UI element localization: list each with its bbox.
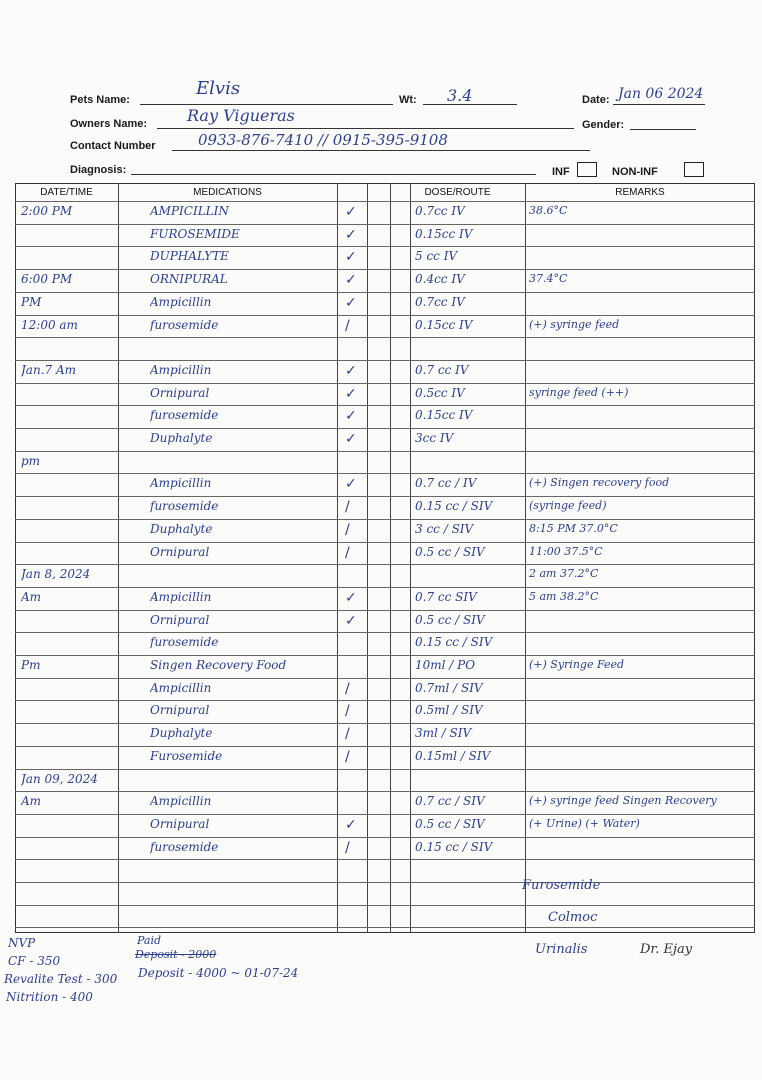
row-check: / [345, 680, 350, 697]
row-dose: 0.15cc IV [415, 226, 473, 241]
row-check: / [345, 726, 350, 743]
table-row [15, 859, 755, 882]
row-check: / [345, 544, 350, 561]
row-time: 2:00 PM [21, 204, 73, 218]
row-remark: (syringe feed) [529, 499, 607, 513]
row-remark: (+ Urine) (+ Water) [529, 816, 640, 830]
row-medication: furosemide [150, 317, 219, 332]
table-row [15, 542, 755, 565]
row-check: / [345, 499, 350, 516]
col-header-medications: MEDICATIONS [193, 187, 262, 198]
table-row [15, 723, 755, 746]
row-time: Am [21, 794, 42, 809]
row-medication: Ampicillin [150, 794, 212, 809]
inf-label: INF [552, 166, 570, 178]
row-time: 6:00 PM [21, 272, 73, 287]
gender-label: Gender: [582, 119, 625, 131]
row-medication: furosemide [150, 408, 219, 423]
row-remark: (+) Syringe Feed [529, 658, 625, 671]
row-medication: DUPHALYTE [150, 249, 229, 264]
row-dose: 0.15 cc / SIV [415, 839, 493, 854]
note-revalite: Revalite Test - 300 [4, 972, 118, 986]
row-dose: 3ml / SIV [415, 726, 472, 741]
date-line [613, 104, 705, 105]
row-dose: 0.7 cc SIV [415, 589, 477, 604]
row-remark: syringe feed (++) [529, 385, 629, 399]
row-dose: 0.7ml / SIV [415, 680, 483, 695]
table-row [15, 201, 755, 224]
row-remark: 5 am 38.2°C [529, 589, 599, 603]
row-medication: Duphalyte [150, 521, 213, 536]
noninf-checkbox[interactable] [684, 162, 704, 177]
note-nutrition: Nitrition - 400 [6, 990, 93, 1004]
owners-name-value: Ray Vigueras [187, 106, 295, 125]
doctor-signature: Dr. Ejay [640, 942, 693, 957]
contact-label: Contact Number [70, 140, 156, 152]
table-row [15, 905, 755, 928]
row-remark: (+) syringe feed Singen Recovery [529, 794, 717, 808]
col-header-datetime: DATE/TIME [40, 187, 93, 198]
row-dose: 0.5ml / SIV [415, 703, 483, 718]
table-row [15, 837, 755, 860]
table-row [15, 610, 755, 633]
row-time: Pm [21, 658, 41, 672]
row-check: ✓ [345, 589, 357, 606]
date-value: Jan 06 2024 [618, 86, 704, 102]
row-check: ✓ [345, 362, 357, 379]
row-dose: 0.15 cc / SIV [415, 499, 493, 514]
row-dose: 0.5cc IV [415, 385, 465, 400]
gender-line [630, 129, 696, 130]
table-row [15, 337, 755, 360]
row-medication: Ornipural [150, 612, 210, 627]
row-check: ✓ [345, 408, 357, 425]
table-row [15, 769, 755, 792]
row-check: ✓ [345, 612, 357, 629]
row-dose: 3 cc / SIV [415, 521, 474, 536]
row-medication: Ampicillin [150, 362, 212, 377]
row-medication: Ampicillin [150, 476, 212, 491]
row-medication: Ornipural [150, 544, 210, 559]
table-row [15, 405, 755, 428]
row-check: / [345, 521, 350, 538]
row-medication: ORNIPURAL [150, 272, 228, 287]
row-medication: furosemide [150, 839, 219, 854]
row-check: ✓ [345, 385, 357, 402]
table-row [15, 882, 755, 905]
note-furosemide: Furosemide [522, 878, 601, 893]
table-row [15, 451, 755, 474]
row-dose: 10ml / PO [415, 658, 476, 672]
row-medication: Ampicillin [150, 589, 212, 604]
pets-name-line [140, 104, 393, 105]
table-row [15, 315, 755, 338]
row-dose: 0.4cc IV [415, 272, 465, 287]
row-check: / [345, 317, 350, 334]
table-row [15, 246, 755, 269]
row-time: Am [21, 589, 42, 604]
row-dose: 0.15 cc / SIV [415, 635, 493, 650]
row-remark: (+) syringe feed [529, 317, 620, 331]
owners-name-line [157, 128, 574, 129]
row-dose: 0.15cc IV [415, 408, 473, 423]
row-time: pm [21, 453, 41, 468]
row-dose: 0.7 cc / SIV [415, 794, 485, 809]
row-medication: Furosemide [150, 748, 223, 763]
row-check: / [345, 839, 350, 856]
row-check: ✓ [345, 294, 357, 311]
table-row [15, 428, 755, 451]
table-row [15, 655, 755, 678]
row-check: ✓ [345, 204, 357, 220]
owners-name-label: Owners Name: [70, 118, 148, 130]
col-header-dose: DOSE/ROUTE [424, 187, 491, 198]
pets-name-value: Elvis [196, 78, 241, 99]
row-dose: 0.5 cc / SIV [415, 612, 485, 627]
weight-label: Wt: [399, 94, 417, 106]
row-check: / [345, 703, 350, 720]
note-paid: Paid [137, 934, 162, 947]
table-row [15, 632, 755, 655]
row-check: ✓ [345, 431, 357, 447]
row-medication: Ornipural [150, 703, 210, 718]
note-cf: CF - 350 [8, 954, 61, 968]
table-row [15, 678, 755, 701]
row-medication: furosemide [150, 635, 219, 650]
diagnosis-line [131, 174, 536, 175]
table-row [15, 791, 755, 814]
row-medication: furosemide [150, 499, 219, 514]
contact-line [172, 150, 590, 151]
weight-value: 3.4 [447, 86, 473, 105]
row-medication: Ornipural [150, 816, 210, 831]
table-row [15, 360, 755, 383]
table-row [15, 224, 755, 247]
table-row [15, 814, 755, 837]
table-row [15, 700, 755, 723]
table-row [15, 587, 755, 610]
contact-value: 0933-876-7410 // 0915-395-9108 [198, 131, 448, 149]
row-medication: Ornipural [150, 385, 210, 400]
row-medication: Ampicillin [150, 294, 212, 309]
inf-checkbox[interactable] [577, 162, 597, 177]
row-medication: Ampicillin [150, 680, 212, 695]
row-time: PM [21, 294, 42, 309]
row-remark: 11:00 37.5°C [529, 544, 603, 558]
note-deposit-1: Deposit - 2000 [135, 948, 217, 961]
row-check: ✓ [345, 816, 357, 833]
row-check: ✓ [345, 476, 357, 493]
row-dose: 3cc IV [415, 431, 454, 445]
row-time: Jan 09, 2024 [21, 771, 98, 786]
pets-name-label: Pets Name: [70, 94, 130, 106]
row-check: / [345, 748, 350, 765]
table-row [15, 496, 755, 519]
row-remark: 2 am 37.2°C [529, 567, 599, 581]
table-row [15, 383, 755, 406]
row-medication: Duphalyte [150, 726, 213, 741]
table-row [15, 746, 755, 769]
row-medication: Duphalyte [150, 431, 213, 445]
table-row [15, 519, 755, 542]
row-remark: 38.6°C [529, 204, 568, 217]
row-dose: 0.7cc IV [415, 204, 465, 218]
note-deposit-2: Deposit - 4000 ~ 01-07-24 [138, 966, 299, 980]
date-label: Date: [582, 94, 610, 106]
row-dose: 0.7cc IV [415, 294, 465, 309]
row-dose: 0.5 cc / SIV [415, 816, 485, 831]
row-dose: 0.15cc IV [415, 317, 473, 332]
table-row [15, 292, 755, 315]
row-check: ✓ [345, 272, 357, 289]
noninf-label: NON-INF [612, 166, 658, 178]
row-medication: AMPICILLIN [150, 204, 229, 218]
note-nvp: NVP [8, 936, 36, 950]
col-header-remarks: REMARKS [615, 187, 665, 198]
table-row [15, 473, 755, 496]
row-medication: Singen Recovery Food [150, 658, 287, 672]
row-dose: 0.15ml / SIV [415, 748, 491, 763]
diagnosis-label: Diagnosis: [70, 164, 127, 176]
row-time: Jan.7 Am [21, 362, 77, 377]
row-medication: FUROSEMIDE [150, 226, 240, 241]
row-dose: 0.7 cc IV [415, 362, 469, 377]
row-dose: 0.7 cc / IV [415, 476, 477, 491]
treatment-table [15, 183, 755, 933]
row-dose: 0.5 cc / SIV [415, 544, 485, 559]
row-remark: 37.4°C [529, 272, 568, 286]
note-urinalis: Urinalis [535, 942, 588, 957]
row-check: ✓ [345, 249, 357, 266]
row-check: ✓ [345, 226, 357, 243]
row-time: 12:00 am [21, 317, 78, 332]
table-row [15, 269, 755, 292]
row-remark: 8:15 PM 37.0°C [529, 521, 618, 535]
row-time: Jan 8, 2024 [21, 567, 91, 582]
table-row [15, 564, 755, 587]
note-colmoc: Colmoc [548, 910, 598, 925]
row-dose: 5 cc IV [415, 249, 458, 264]
row-remark: (+) Singen recovery food [529, 476, 670, 490]
